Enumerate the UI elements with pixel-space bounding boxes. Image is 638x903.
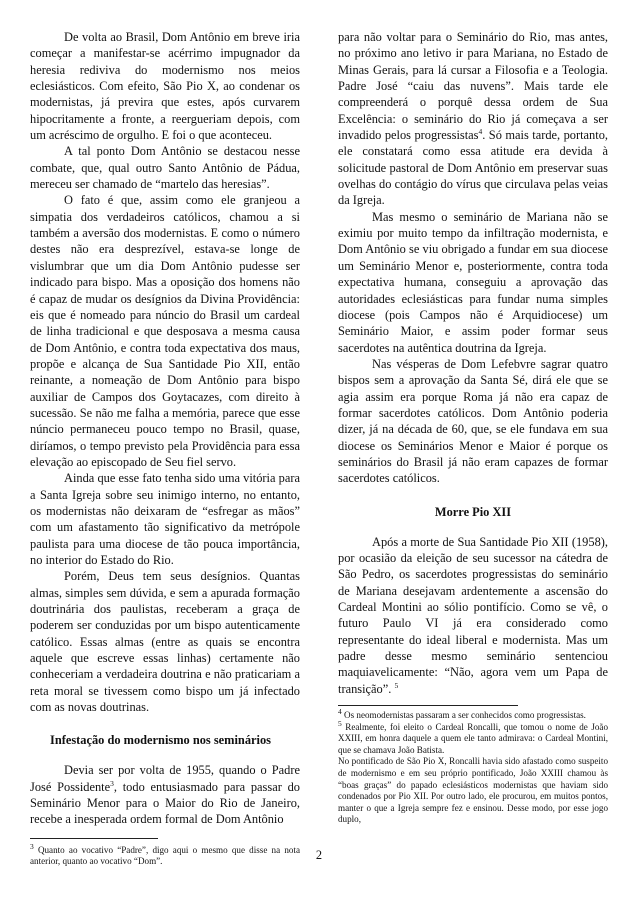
paragraph-death-text: Após a morte de Sua Santidade Pio XII (1958), por ocasião da eleição de seu sucessor na cátedra de São Pedro, os sacerdotes progressistas do seminário de Mariana desejavam ardentemente a ascensão do Cardeal Montini ao sólio pontifício. Como se vê, o futuro Paulo VI já era considerado como representante do ideal liberal e modernista. Mas um padre desse mesmo seminário sentenciou maquiavelicamente: “Não, agora vem um Papa de transição”. [338,534,608,696]
footnote-4-text: Os neomodernistas passaram a ser conhecidos como progressistas. [341,710,586,721]
footnote-ref-5: 5 [394,680,399,690]
paragraph-padre-jose [30,762,300,827]
footnote-4 [338,707,608,722]
right-column [338,29,608,826]
left-column [30,29,300,868]
section-heading-infestacao: Infestação do modernismo nos seminários [50,733,271,748]
footnote-5-text: Realmente, foi eleito o Cardeal Roncalli, que tomou o nome de João XXIII, em honra daquele a quem ele tanto admirava: o Cardeal Montini, que se chamava João Batista. [338,721,608,755]
paragraph-return-to-brazil: De volta ao Brasil, Dom Antônio em breve iria começar a manifestar-se acérrimo impugnador da heresia rediviva do modernismo nos meios eclesiásticos. Com efeito, São Pio X, ao condenar os modernistas, já previra que estes, após curvarem hipocritamente a fronte, a reergueriam depois, com um acréscimo de orgulho. E foi o que aconteceu. [30,30,300,143]
footnote-3-text: Quanto ao vocativo “Padre”, digo aqui o mesmo que disse na nota anterior, quanto ao vocativo “Dom”. [30,844,300,867]
paragraph-mariana-order-text-b: . Só mais tarde, portanto, ele constatará como essa atitude era devida à solicitude pastoral de Dom Antônio em preservar suas ovelhas do contágio do vírus que circulava pelas veias da Igreja. [338,128,608,208]
page-number: 2 [315,848,323,862]
footnote-3-number: 3 [30,841,34,851]
paragraph-lefebvre: Nas vésperas de Dom Lefebvre sagrar quatro bispos sem a aprovação da Santa Sé, dirá ele que se agia assim era porque Roma já não era capaz de formar sacerdotes católicos. Dom Antônio poderia dizer, já na década de 60, que, se ele fundava em sua diocese os Seminários Menor e Maior é porque os seminários do Brasil já não eram capazes de formar sacerdotes católicos. [338,356,608,486]
paragraph-gods-designs: Porém, Deus tem seus desígnios. Quantas almas, simples sem dúvida, e sem a apurada formação doutrinária dos paulistas, receberam a graça de poderem ser conduzidas por um bispo autenticamente católico. Essas almas (entre as quais se encontra aquele que escreve essas linhas) certamente não conheceriam a verdadeira doutrina e não praticariam a reta moral se tivessem como bispo um já infectado com as novas doutrinas. [30,569,300,715]
paragraph-modernists-rub-hands: Ainda que esse fato tenha sido uma vitória para a Santa Igreja sobre seu inimigo interno, no entanto, os modernistas não deixaram de “esfregar as mãos” com um afastamento tão significativo da metrópole paulista para uma diocese de tão pouca importância, no interior do Estado do Rio. [30,471,300,567]
paragraph-seminary-foundation: Mas mesmo o seminário de Mariana não se eximiu por muito tempo da infiltração modernista, e Dom Antônio se viu obrigado a fundar em sua diocese um Seminário Menor e, posteriormente, contra toda expectativa humana, conseguiu a aprovação das autoridades eclesiásticas para fundar numa simples diocese (pois Campos não é Arquidiocese) um Seminário Maior, e assim poder formar seus sacerdotes na autêntica doutrina da Igreja. [338,209,608,355]
paragraph-mariana-order [338,29,608,209]
paragraph-death-of-pius-xii [338,534,608,697]
paragraph-padre-jose-text-b: , todo entusiasmado para passar do Seminário Menor para o Maior do Rio de Janeiro, recebe a inesperada ordem formal de Dom Antônio [30,779,300,827]
paragraph-mariana-order-text-a: para não voltar para o Seminário do Rio, mas antes, no próximo ano letivo ir para Mariana, no Estado de Minas Gerais, para lá cursar a Filosofia e a Teologia. Padre José “caiu das nuvens”. Mais tarde ele compreenderá o porquê dessa ordem de Sua Excelência: o seminário do Rio já começava a ser invadido pelos progressistas [338,30,608,143]
paragraph-padre-jose-text-a: Devia ser por volta de 1955, quando o Padre José Possidente [30,763,300,794]
section-heading-morre-pio-xii: Morre Pio XII [434,504,512,519]
footnote-4-number: 4 [338,707,342,717]
footnote-5 [338,718,608,757]
paragraph-nomination-as-bishop: O fato é que, assim como ele granjeou a simpatia dos verdadeiros católicos, chamou a si também a aversão dos modernistas. E como o número destes não era desprezível, estava-se longe de vislumbrar que um dia Dom Antônio pudesse ser indicado para bispo. Mas a oposição dos homens não é capaz de mudar os desígnios da Divina Providência: eis que é nomeado para núncio do Brasil um cardeal de linha tradicional e que desposava a mesma causa de Dom Antônio, e contra toda expectativa dos maus, propõe e alcança de Sua Santidade Pio XII, então reinante, a nomeação de Dom Antônio para bispo auxiliar de Campos dos Goytacazes, com direito à sucessão. Se não me falha a memória, parece que esse núncio permaneceu pouco tempo no Brasil, quase, diríamos, o tempo previsto pela Providência para essa elevação ao episcopado de Seu fiel servo. [30,193,300,469]
footnote-5-continuation: No pontificado de São Pio X, Roncalli havia sido afastado como suspeito de modernismo e em seu próprio pontificado, João XXIII chamou às “boas graças” do papado eclesiásticos modernistas que haviam sido condenados por Pio XII. Por outro lado, ele procurou, em muitos pontos, manter o que a Igreja sempre fez e ensinou. Desse modo, por esse jogo duplo, [338,756,608,825]
paragraph-hammer-of-heresies: A tal ponto Dom Antônio se destacou nesse combate, que, qual outro Santo Antônio de Pádua, mereceu ser chamado de “martelo das heresias”. [30,144,300,192]
footnote-5-number: 5 [338,718,342,728]
footnote-ref-4: 4 [478,126,483,136]
footnote-ref-3: 3 [110,778,114,788]
